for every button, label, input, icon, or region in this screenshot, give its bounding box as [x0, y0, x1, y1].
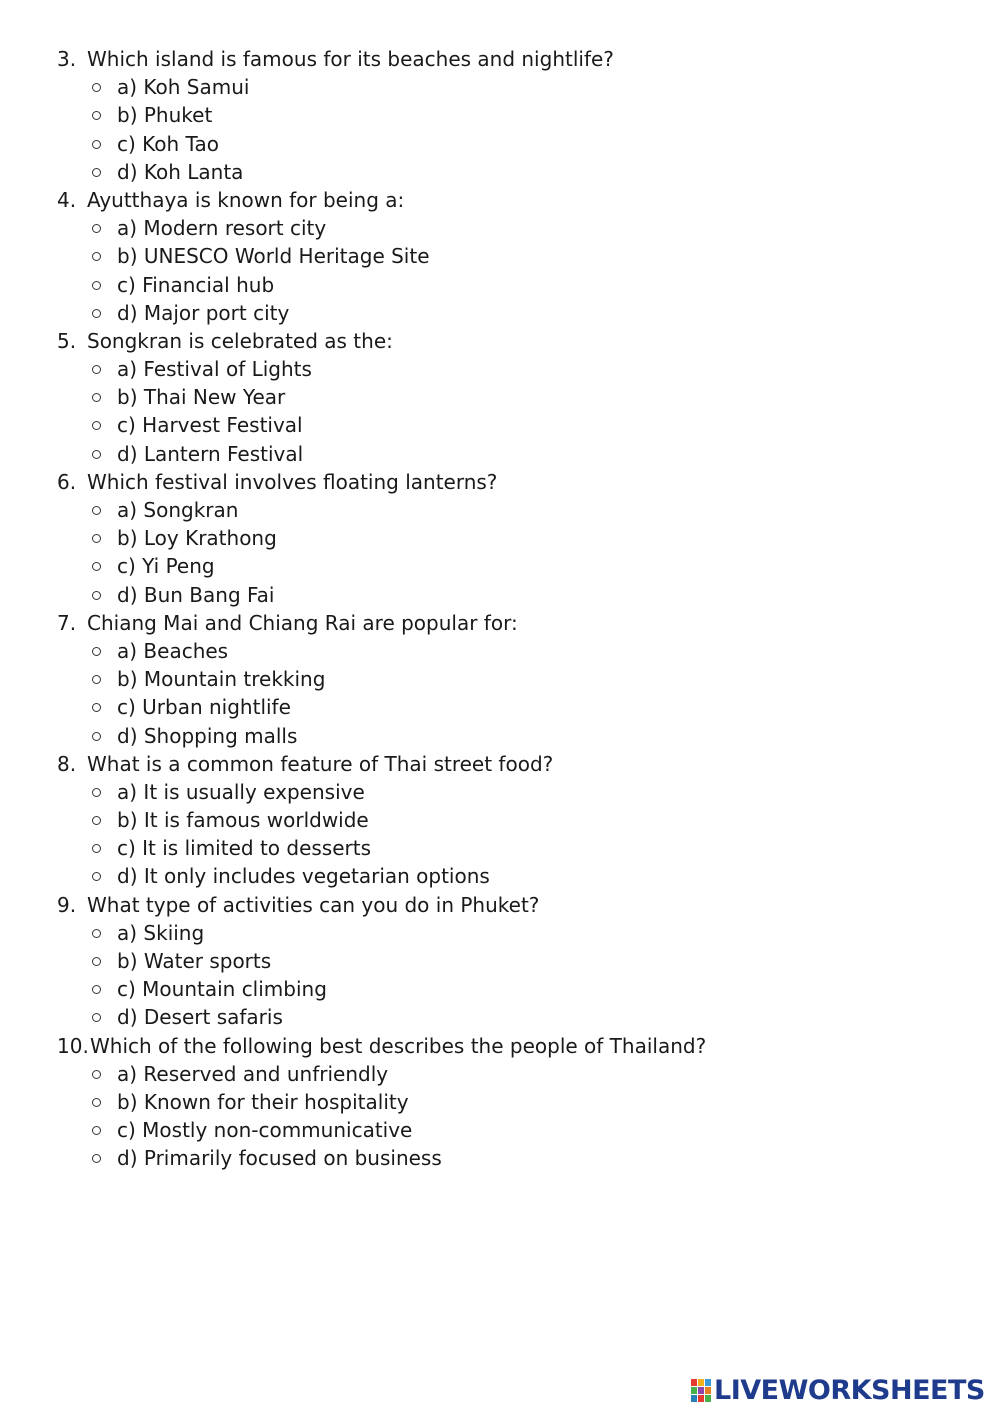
option-label: b) UNESCO World Heritage Site	[117, 244, 430, 269]
circle-bullet-icon	[92, 722, 104, 750]
option-label: a) It is usually expensive	[117, 779, 365, 804]
option-label: d) Shopping malls	[117, 723, 298, 748]
question-text: What is a common feature of Thai street food?	[87, 751, 554, 776]
circle-bullet-icon	[92, 552, 104, 580]
question-number: 10.	[57, 1033, 89, 1058]
option-label: d) Desert safaris	[117, 1005, 283, 1030]
option-5d[interactable]	[0, 440, 999, 468]
option-9a[interactable]	[0, 919, 999, 947]
option-label: c) Koh Tao	[117, 131, 219, 156]
logo-text: LIVEWORKSHEETS	[714, 1374, 985, 1406]
option-label: d) Koh Lanta	[117, 159, 244, 184]
circle-bullet-icon	[92, 834, 104, 862]
option-7d[interactable]	[0, 722, 999, 750]
option-7a[interactable]	[0, 637, 999, 665]
option-6c[interactable]	[0, 552, 999, 580]
option-3c[interactable]	[0, 130, 999, 158]
option-label: d) Primarily focused on business	[117, 1146, 442, 1171]
option-label: d) Major port city	[117, 300, 290, 325]
question-number: 5.	[57, 328, 77, 353]
option-9d[interactable]	[0, 1003, 999, 1031]
option-label: a) Skiing	[117, 920, 205, 945]
option-label: b) It is famous worldwide	[117, 808, 369, 833]
question-number: 4.	[57, 187, 77, 212]
circle-bullet-icon	[92, 778, 104, 806]
question-5	[0, 327, 999, 355]
option-3a[interactable]	[0, 73, 999, 101]
circle-bullet-icon	[92, 693, 104, 721]
question-text: Songkran is celebrated as the:	[87, 328, 393, 353]
option-4b[interactable]	[0, 242, 999, 270]
liveworksheets-logo[interactable]	[690, 1370, 985, 1410]
option-label: b) Thai New Year	[117, 385, 286, 410]
option-3d[interactable]	[0, 158, 999, 186]
question-4	[0, 186, 999, 214]
question-10	[0, 1032, 999, 1060]
circle-bullet-icon	[92, 947, 104, 975]
question-text: What type of activities can you do in Phuket?	[87, 892, 540, 917]
circle-bullet-icon	[92, 271, 104, 299]
question-number: 7.	[57, 610, 77, 635]
circle-bullet-icon	[92, 383, 104, 411]
option-5b[interactable]	[0, 383, 999, 411]
option-label: c) Financial hub	[117, 272, 275, 297]
option-4a[interactable]	[0, 214, 999, 242]
option-7c[interactable]	[0, 693, 999, 721]
option-label: c) Mostly non-communicative	[117, 1118, 413, 1143]
option-10c[interactable]	[0, 1116, 999, 1144]
option-8d[interactable]	[0, 862, 999, 890]
option-5c[interactable]	[0, 411, 999, 439]
option-label: c) Urban nightlife	[117, 695, 291, 720]
circle-bullet-icon	[92, 440, 104, 468]
option-7b[interactable]	[0, 665, 999, 693]
option-label: c) Mountain climbing	[117, 977, 327, 1002]
option-8c[interactable]	[0, 834, 999, 862]
circle-bullet-icon	[92, 862, 104, 890]
option-label: a) Beaches	[117, 638, 229, 663]
circle-bullet-icon	[92, 919, 104, 947]
option-8a[interactable]	[0, 778, 999, 806]
option-6d[interactable]	[0, 581, 999, 609]
circle-bullet-icon	[92, 158, 104, 186]
question-text: Which of the following best describes the people of Thailand?	[90, 1033, 707, 1058]
circle-bullet-icon	[92, 975, 104, 1003]
circle-bullet-icon	[92, 1116, 104, 1144]
circle-bullet-icon	[92, 1144, 104, 1172]
circle-bullet-icon	[92, 637, 104, 665]
option-label: b) Phuket	[117, 103, 213, 128]
option-6b[interactable]	[0, 524, 999, 552]
option-label: d) It only includes vegetarian options	[117, 864, 490, 889]
question-6	[0, 468, 999, 496]
circle-bullet-icon	[92, 1060, 104, 1088]
circle-bullet-icon	[92, 665, 104, 693]
option-label: c) Yi Peng	[117, 554, 215, 579]
option-3b[interactable]	[0, 101, 999, 129]
question-3	[0, 45, 999, 73]
option-label: d) Bun Bang Fai	[117, 582, 275, 607]
question-number: 8.	[57, 751, 77, 776]
question-number: 9.	[57, 892, 77, 917]
question-number: 3.	[57, 47, 77, 71]
option-label: b) Known for their hospitality	[117, 1089, 409, 1114]
question-text: Which festival involves floating lanterns?	[87, 469, 498, 494]
option-label: b) Loy Krathong	[117, 526, 277, 551]
option-10d[interactable]	[0, 1144, 999, 1172]
option-label: a) Songkran	[117, 498, 239, 522]
option-5a[interactable]	[0, 355, 999, 383]
circle-bullet-icon	[92, 130, 104, 158]
question-8	[0, 750, 999, 778]
option-label: b) Mountain trekking	[117, 667, 326, 692]
option-10b[interactable]	[0, 1088, 999, 1116]
circle-bullet-icon	[92, 1003, 104, 1031]
circle-bullet-icon	[92, 242, 104, 270]
question-text: Which island is famous for its beaches and nightlife?	[87, 47, 614, 71]
circle-bullet-icon	[92, 214, 104, 242]
option-9c[interactable]	[0, 975, 999, 1003]
option-label: c) It is limited to desserts	[117, 836, 372, 861]
circle-bullet-icon	[92, 73, 104, 101]
circle-bullet-icon	[92, 355, 104, 383]
option-4c[interactable]	[0, 271, 999, 299]
question-9	[0, 891, 999, 919]
circle-bullet-icon	[92, 101, 104, 129]
question-text: Chiang Mai and Chiang Rai are popular for:	[87, 610, 518, 635]
circle-bullet-icon	[92, 581, 104, 609]
question-text: Ayutthaya is known for being a:	[87, 187, 405, 212]
option-6a[interactable]	[0, 496, 999, 524]
option-label: b) Water sports	[117, 949, 272, 973]
circle-bullet-icon	[92, 299, 104, 327]
option-label: a) Modern resort city	[117, 216, 327, 241]
liveworksheets-logo-icon	[690, 1377, 712, 1403]
option-4d[interactable]	[0, 299, 999, 327]
option-label: a) Festival of Lights	[117, 357, 312, 382]
option-label: d) Lantern Festival	[117, 441, 304, 466]
option-8b[interactable]	[0, 806, 999, 834]
option-label: a) Reserved and unfriendly	[117, 1061, 389, 1086]
option-9b[interactable]	[0, 947, 999, 975]
circle-bullet-icon	[92, 806, 104, 834]
circle-bullet-icon	[92, 496, 104, 524]
option-label: a) Koh Samui	[117, 75, 250, 100]
circle-bullet-icon	[92, 1088, 104, 1116]
question-7	[0, 609, 999, 637]
circle-bullet-icon	[92, 524, 104, 552]
option-10a[interactable]	[0, 1060, 999, 1088]
circle-bullet-icon	[92, 411, 104, 439]
worksheet	[0, 45, 999, 1173]
option-label: c) Harvest Festival	[117, 413, 303, 438]
question-number: 6.	[57, 469, 77, 494]
